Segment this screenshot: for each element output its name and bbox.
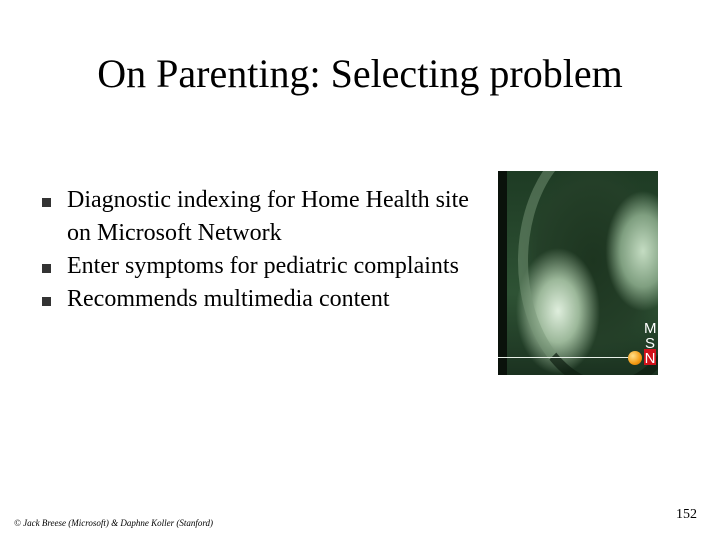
- bullet-text: Diagnostic indexing for Home Health site on Microsoft Network: [67, 187, 469, 246]
- bullet-list: [40, 184, 480, 316]
- photo-line: [498, 357, 638, 358]
- bullet-item: [40, 184, 480, 250]
- square-bullet-icon: [42, 198, 51, 207]
- slide-title: On Parenting: Selecting problem: [97, 51, 623, 96]
- page-number: 152: [676, 507, 697, 522]
- bridge-arch: [518, 171, 658, 375]
- bullet-item: [40, 283, 480, 316]
- msn-logo-text: MSN: [644, 320, 657, 367]
- bullet-text: Recommends multimedia content: [67, 286, 390, 312]
- photo-edge: [498, 171, 507, 375]
- square-bullet-icon: [42, 297, 51, 306]
- msn-bridge-photo: [498, 171, 658, 375]
- square-bullet-icon: [42, 264, 51, 273]
- footer-copyright: © Jack Breese (Microsoft) & Daphne Koller (Stanford): [14, 518, 214, 528]
- bullet-text: Enter symptoms for pediatric complaints: [67, 253, 459, 279]
- bullet-item: [40, 250, 480, 283]
- msn-ball-icon: [628, 351, 642, 365]
